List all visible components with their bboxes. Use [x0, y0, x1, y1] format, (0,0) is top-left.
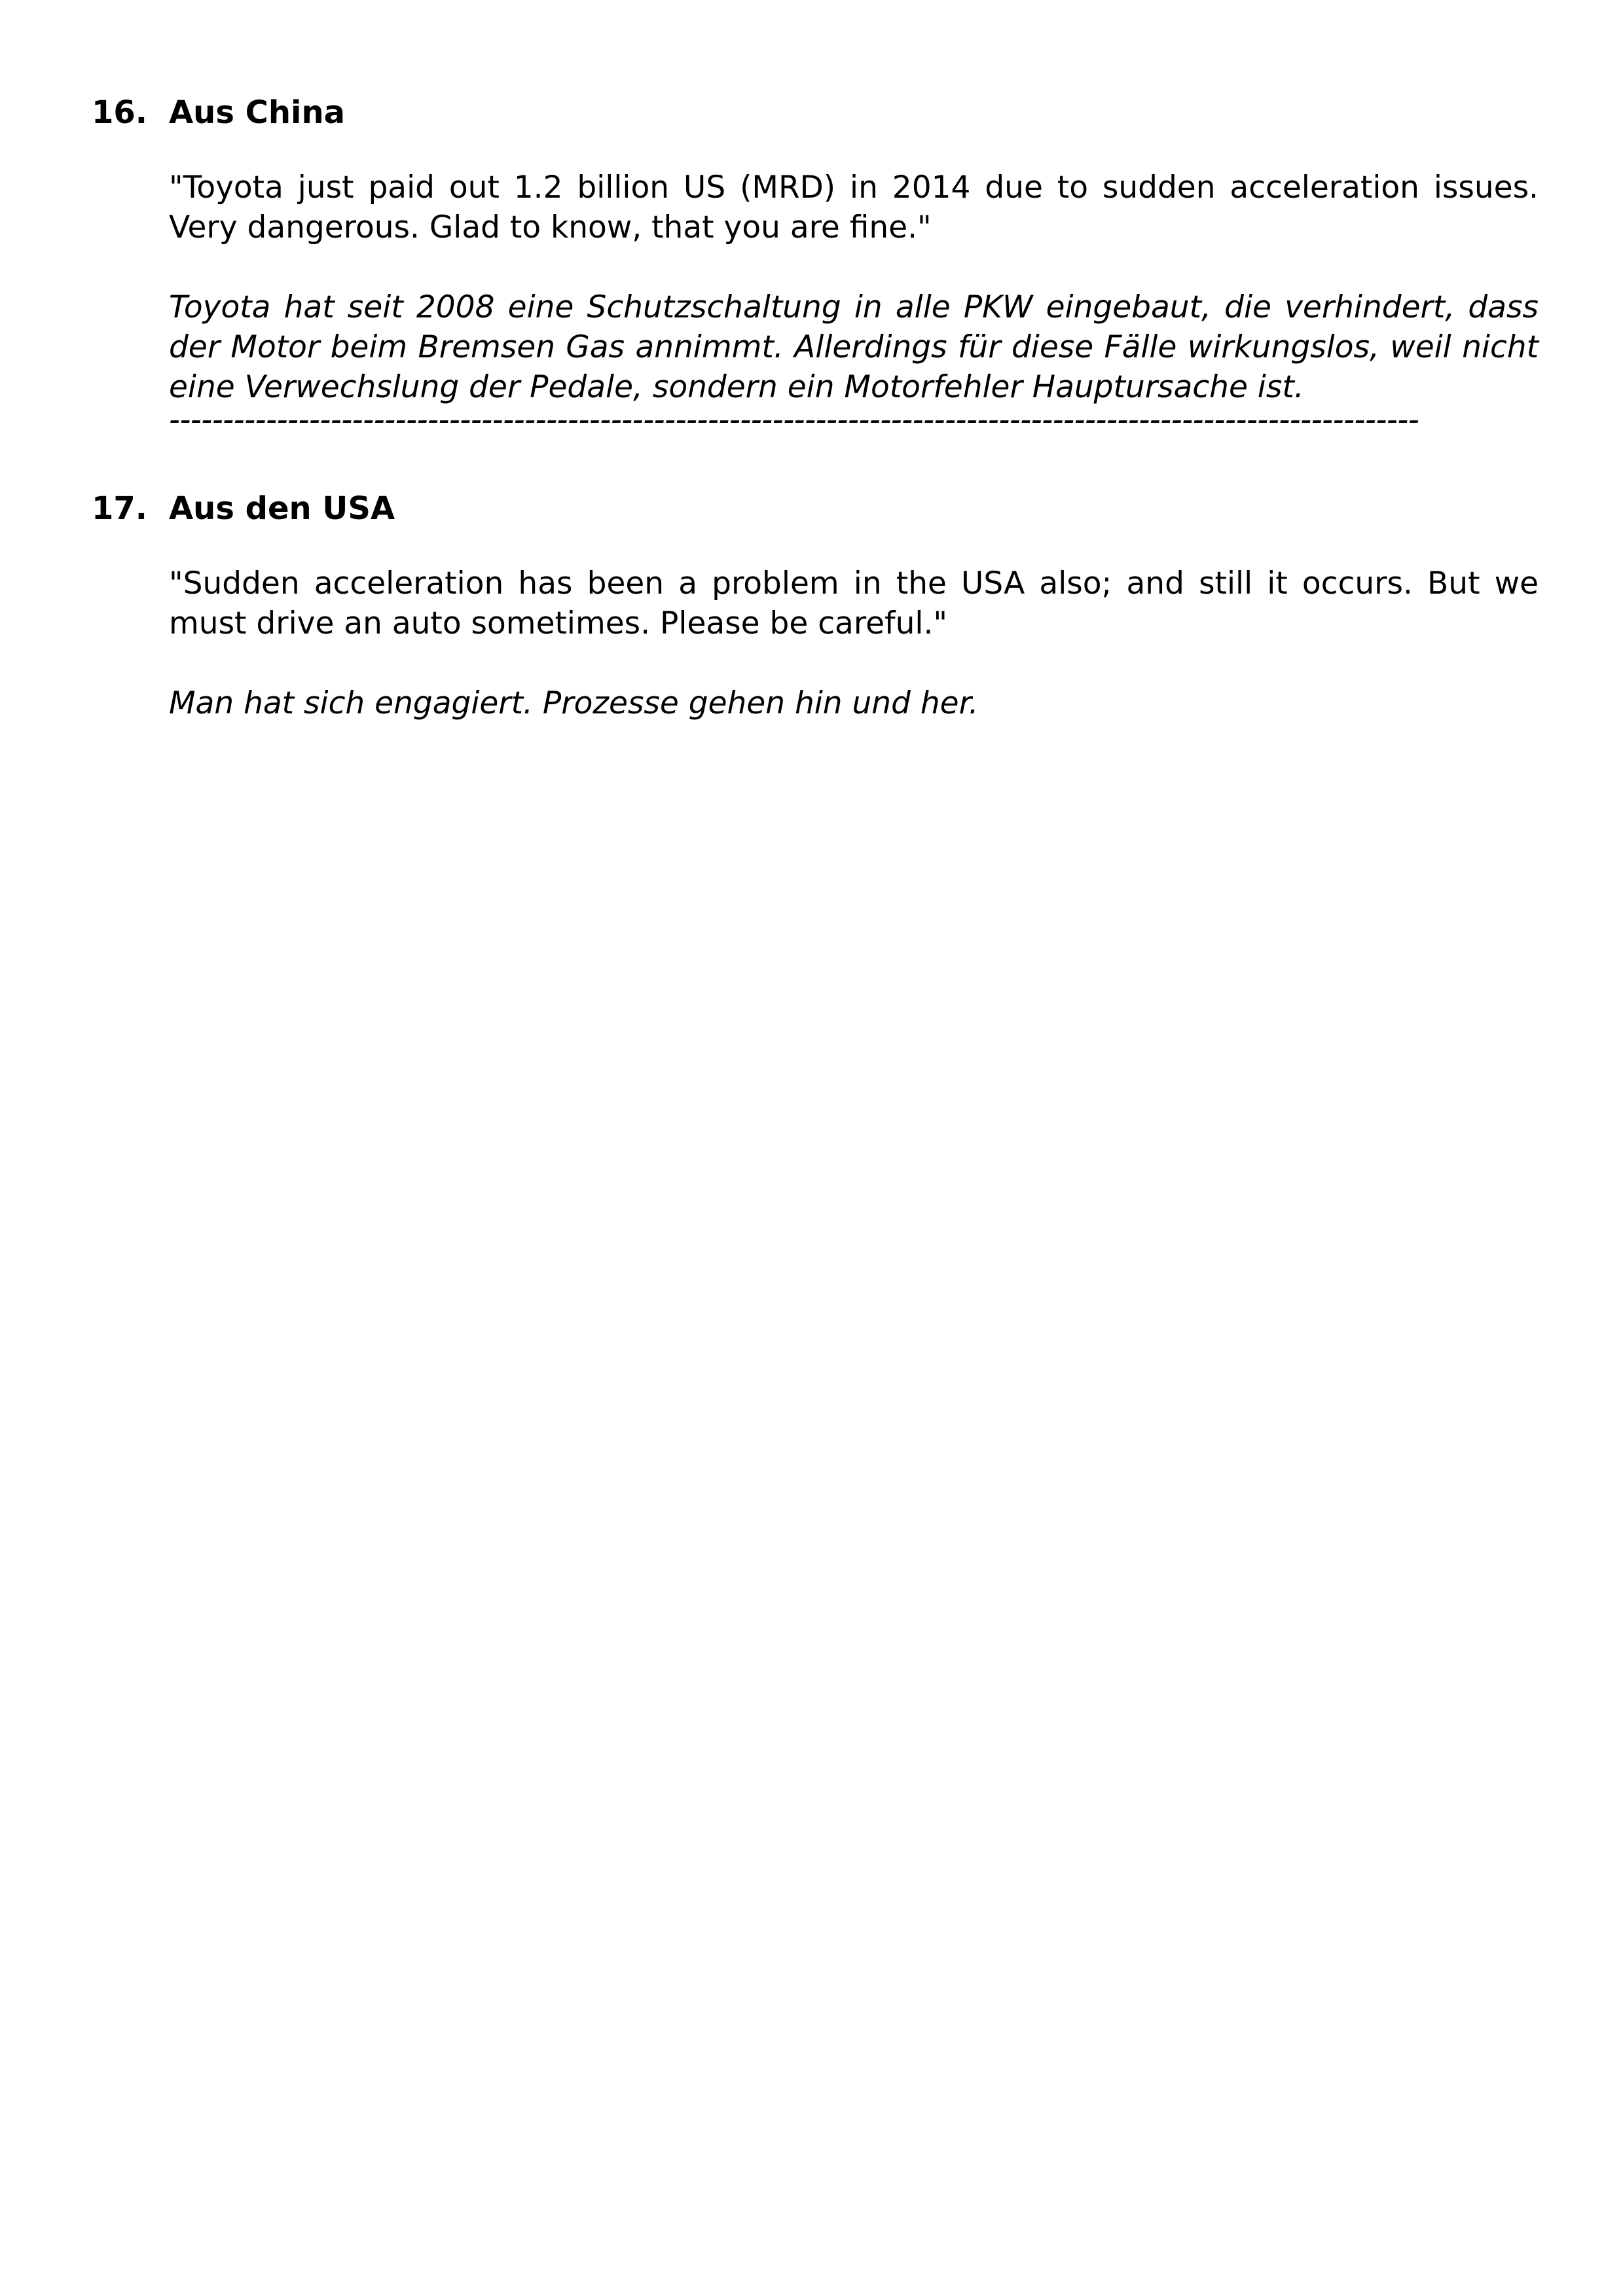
section-body — [169, 564, 1539, 723]
quote-text: "Toyota just paid out 1.2 billion US (MRD) in 2014 due to sudden acceleration issues. Very dangerous. Glad to know, that you are fine." — [169, 170, 1539, 245]
section-number: 17. — [92, 490, 148, 527]
section-body — [169, 168, 1539, 436]
quote-text: "Sudden acceleration has been a problem in the USA also; and still it occurs. But we must drive an auto sometimes. Please be careful." — [169, 565, 1539, 641]
comment-text: Man hat sich engagiert. Prozesse gehen hin und her. — [169, 685, 979, 721]
section-title: Aus China — [169, 94, 346, 131]
section-17 — [92, 488, 1539, 723]
section-heading — [92, 488, 1539, 529]
section-heading — [92, 92, 1539, 134]
section-title: Aus den USA — [169, 490, 395, 527]
section-number: 16. — [92, 94, 148, 131]
comment-text: Toyota hat seit 2008 eine Schutzschaltung in alle PKW eingebaut, die verhindert, dass der Motor beim Bremsen Gas annimmt. Allerdings für diese Fälle wirkungslos, weil nicht eine Verwechslung der Pedale, sondern ein Motorfehler Hauptursache ist. — [169, 289, 1539, 405]
section-16 — [92, 92, 1539, 436]
separator-line: -------------------------------------------------------------------------------------------------------------------- — [169, 407, 1419, 436]
